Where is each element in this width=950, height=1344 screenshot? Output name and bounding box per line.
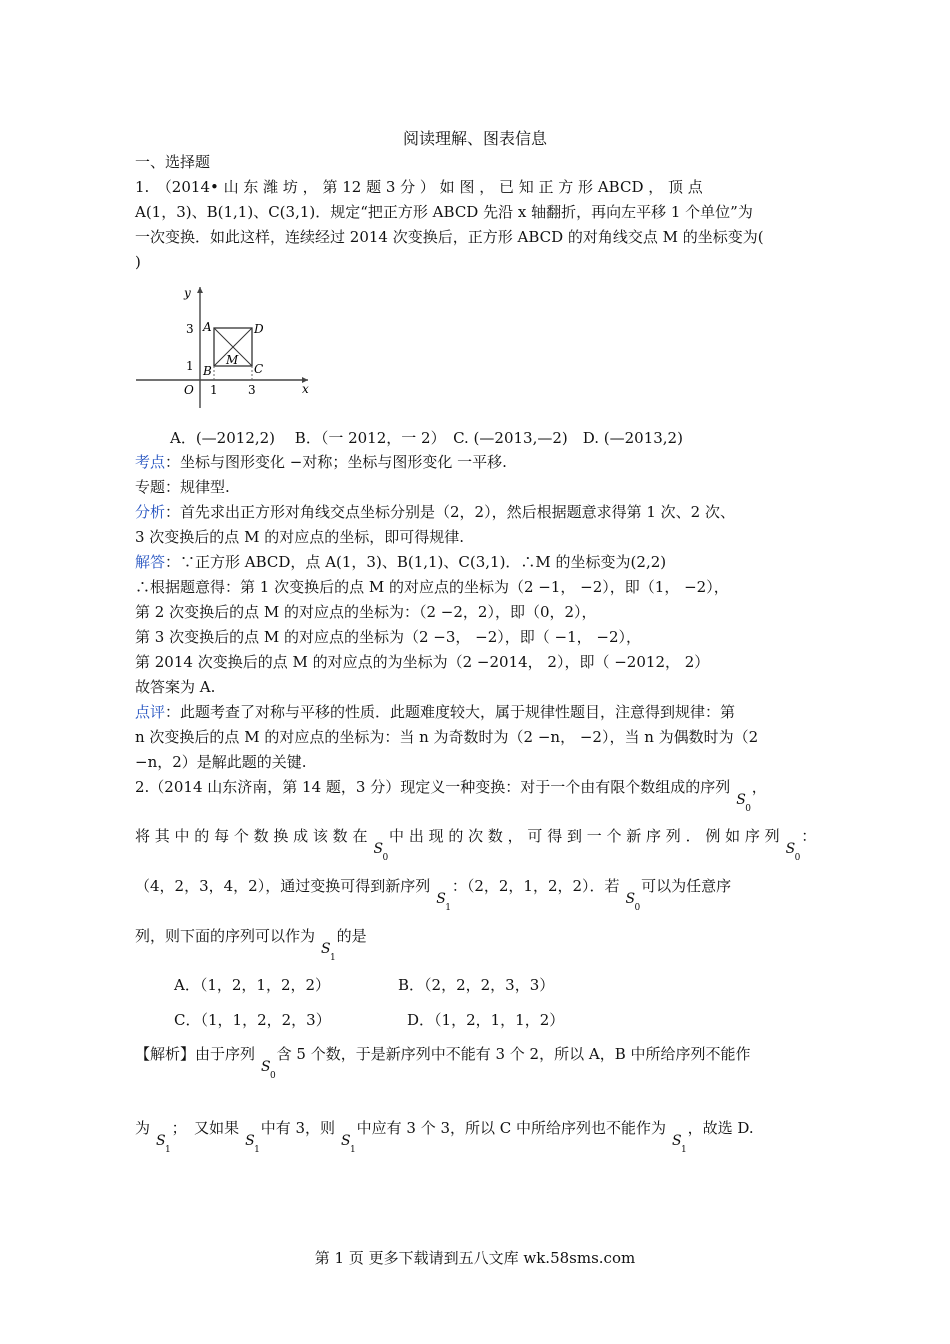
y-axis-label: y [184, 286, 191, 300]
q2-option-d: D．（1，2，1，1，2） [407, 1011, 565, 1029]
s0-symbol: S 0 [785, 841, 801, 863]
tick-x-3: 3 [248, 383, 256, 397]
jiexi-label: 【解析】 [135, 1045, 196, 1063]
x-axis-label: x [302, 382, 309, 396]
q2-option-a: A．（1，2，1，2，2） [174, 976, 331, 994]
q1-dianping-2: n 次变换后的点 M 的对应点的坐标为：当 n 为奇数时为（2 −n， −2），当 n 为偶数时为（2 [135, 728, 759, 746]
point-c-label: C [254, 362, 264, 376]
s1-symbol: S 1 [321, 941, 336, 963]
q2-text-3a: （4，2，3，4，2），通过变换可得到新序列 [135, 877, 431, 895]
q2-text-4a: 列，则下面的序列可以作为 [135, 927, 316, 945]
q1-fenxi [135, 502, 735, 522]
q2-line-3 [135, 876, 732, 913]
q2-text-2b: 中 出 现 的 次 数 ， 可 得 到 一 个 新 序 列 ． 例 如 序 列 [389, 827, 780, 845]
s0-symbol: S 0 [373, 841, 389, 863]
dianping-label: 点评 [135, 703, 166, 721]
tick-y-3: 3 [186, 322, 194, 336]
q2-line-4 [135, 926, 367, 963]
jieda-text-1: ：∵正方形 ABCD，点 A(1，3)、B(1,1)、C(3,1)．∴M 的坐标变为(2,2) [165, 553, 667, 571]
s1-symbol: S 1 [672, 1133, 687, 1155]
jieda-label: 解答 [135, 553, 166, 571]
fenxi-label: 分析 [135, 503, 166, 521]
q1-dianping-3: −n，2）是解此题的关键. [135, 753, 307, 771]
q2-text-4b: 的是 [336, 927, 367, 945]
q2-text-2a: 将 其 中 的 每 个 数 换 成 该 数 在 [135, 827, 368, 845]
s1-symbol: S 1 [436, 891, 451, 913]
q2-option-b: B．（2，2，2，3，3） [398, 976, 555, 994]
kaodian-text: ：坐标与图形变化 −对称；坐标与图形变化 一平移. [165, 453, 507, 471]
point-m-label: M [226, 353, 239, 367]
q1-jieda-2: ∴根据题意得：第 1 次变换后的点 M 的对应点的坐标为（2 −1， −2），即（1， −2）， [135, 578, 729, 596]
s1-symbol: S 1 [245, 1133, 260, 1155]
s0-symbol: S 0 [261, 1059, 276, 1081]
q2-text-3c: 可以为任意序 [641, 877, 732, 895]
point-d-label: D [254, 322, 264, 336]
q2-line-2: 将 其 中 的 每 个 数 换 成 该 数 在S 0 中 出 现 的 次 数 ， 可 得 到 一 个 新 序 列 ． 例 如 序 列S 0 ： [135, 827, 817, 863]
q2-option-c: C．（1，1，2，2，3） [174, 1011, 331, 1029]
q2-text-1: 2.（2014 山东济南，第 14 题，3 分）现定义一种变换：对于一个由有限个数组成的序列 [135, 778, 731, 796]
s0-symbol: S 0 [736, 792, 751, 814]
q1-jieda-5: 第 2014 次变换后的点 M 的对应点的为坐标为（2 −2014， 2），即（ −2012， 2） [135, 653, 710, 671]
q1-options: A．(—2012,2) B．（一 2012，一 2） C. (—2013,—2) D. (—2013,2) [170, 429, 683, 447]
tick-y-1: 1 [186, 359, 194, 373]
q1-jieda-3: 第 2 次变换后的点 M 的对应点的坐标为：（2 −2，2），即（0，2）， [135, 603, 597, 621]
fenxi-text-1: ：首先求出正方形对角线交点坐标分别是（2，2），然后根据题意求得第 1 次、2 次、 [165, 503, 735, 521]
q2-line-1: 2.（2014 山东济南，第 14 题，3 分）现定义一种变换：对于一个由有限个数组成的序列S 0 ， [135, 778, 767, 814]
page-footer: 第 1 页 更多下载请到五八文库 wk.58sms.com [314, 1249, 636, 1267]
q2-jiexi-2: 为S 1 ； 又如果S 1 中有 3，则S 1 中应有 3 个 3，所以 C 中所给序列也不能作为S 1 ，故选 D. [135, 1119, 754, 1155]
q1-dianping [135, 702, 735, 722]
q1-line-4: ) [135, 253, 141, 271]
s1-symbol: S 1 [156, 1133, 171, 1155]
s1-symbol: S 1 [341, 1133, 356, 1155]
section-heading: 一、选择题 [135, 153, 211, 171]
q1-fenxi-2: 3 次变换后的点 M 的对应点的坐标，即可得规律. [135, 528, 464, 546]
q1-line-3: 一次变换．如此这样，连续经过 2014 次变换后，正方形 ABCD 的对角线交点 M 的坐标变为( [135, 228, 764, 246]
q1-jieda [135, 552, 666, 572]
y-axis-arrow [197, 287, 203, 293]
q1-zhuanti: 专题：规律型. [135, 478, 230, 496]
q1-kaodian [135, 452, 507, 472]
q2-jiexi-1: 【解析】由于序列S 0 含 5 个数，于是新序列中不能有 3 个 2，所以 A，B 中所给序列不能作 [135, 1045, 751, 1081]
q1-line-2: A(1，3)、B(1,1)、C(3,1)．规定“把正方形 ABCD 先沿 x 轴翻折，再向左平移 1 个单位”为 [135, 203, 753, 221]
tick-x-1: 1 [210, 383, 218, 397]
q1-line-1: 1. （2014• 山 东 潍 坊 ， 第 12 题 3 分 ） 如 图 ， 已 知 正 方 形 ABCD ， 顶 点 [135, 178, 703, 196]
kaodian-label: 考点 [135, 453, 166, 471]
q1-jieda-6: 故答案为 A. [135, 678, 216, 696]
dianping-text-1: ：此题考查了对称与平移的性质．此题难度较大，属于规律性题目，注意得到规律：第 [165, 703, 736, 721]
q1-jieda-4: 第 3 次变换后的点 M 的对应点的坐标为（2 −3， −2），即（ −1， −2）， [135, 628, 642, 646]
q2-text-3b: ：（2，2，1，2，2）．若 [451, 877, 620, 895]
point-a-label: A [203, 320, 212, 334]
s0-symbol: S 0 [625, 891, 641, 913]
page-title: 阅读理解、图表信息 [402, 129, 547, 148]
origin-label: O [184, 383, 194, 397]
point-b-label: B [203, 364, 212, 378]
q1-figure [134, 283, 314, 413]
